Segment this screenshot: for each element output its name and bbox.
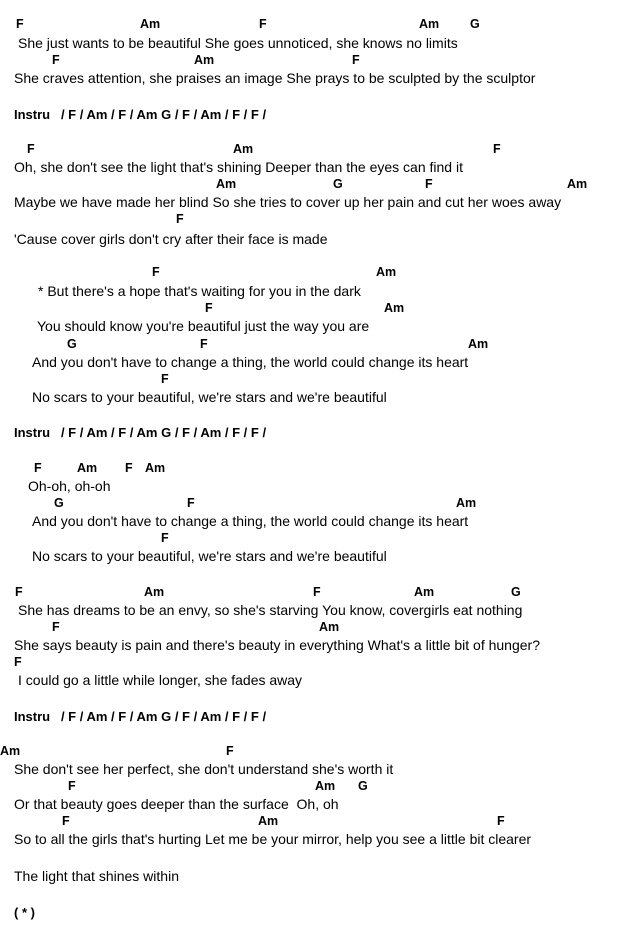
chord-symbol: F [161, 531, 169, 545]
lyric-line: The light that shines within [14, 868, 179, 884]
lyric-line: Maybe we have made her blind So she tries to cover up her pain and cut her woes away [14, 194, 562, 210]
chord-symbol: Am [315, 779, 336, 793]
lyric-line: Or that beauty goes deeper than the surface Oh, oh [14, 796, 339, 812]
chord-symbol: F [497, 814, 505, 828]
chord-symbol: Am [567, 177, 588, 191]
chord-symbol: Am [233, 142, 254, 156]
chord-symbol: Am [384, 301, 405, 315]
chord-symbol: Am [194, 53, 215, 67]
lyric-line: No scars to your beautiful, we're stars and we're beautiful [32, 389, 387, 405]
chord-symbol: G [333, 177, 343, 191]
chord-symbol: G [54, 496, 64, 510]
chord-symbol: F [34, 461, 42, 475]
lyric-line: She says beauty is pain and there's beauty in everything What's a little bit of hunger? [14, 637, 540, 653]
repeat-marker: ( * ) [14, 905, 35, 920]
chord-symbol: Am [216, 177, 237, 191]
chord-symbol: F [52, 620, 60, 634]
lyric-line: No scars to your beautiful, we're stars and we're beautiful [32, 548, 387, 564]
chord-symbol: F [52, 53, 60, 67]
lyric-line: Oh-oh, oh-oh [28, 478, 111, 494]
chord-symbol: G [470, 17, 480, 31]
chord-symbol: F [200, 337, 208, 351]
chord-symbol: F [493, 142, 501, 156]
instrumental-line: Instru / F / Am / F / Am G / F / Am / F / F / [14, 107, 267, 122]
chord-symbol: Am [140, 17, 161, 31]
chord-symbol: Am [258, 814, 279, 828]
lyric-line: And you don't have to change a thing, the world could change its heart [32, 354, 469, 370]
instrumental-line: Instru / F / Am / F / Am G / F / Am / F / F / [14, 425, 267, 440]
chord-symbol: G [511, 585, 521, 599]
chord-symbol: F [187, 496, 195, 510]
chord-symbol: G [358, 779, 368, 793]
instrumental-line: Instru / F / Am / F / Am G / F / Am / F / F / [14, 709, 267, 724]
chord-symbol: Am [319, 620, 340, 634]
chord-symbol: F [16, 17, 24, 31]
chord-symbol: Am [376, 265, 397, 279]
chord-symbol: F [27, 142, 35, 156]
chord-symbol: F [15, 585, 23, 599]
lyric-line: She craves attention, she praises an image She prays to be sculpted by the sculptor [14, 70, 536, 86]
lyric-line: She just wants to be beautiful She goes unnoticed, she knows no limits [18, 35, 458, 51]
chord-symbol: F [259, 17, 267, 31]
chord-symbol: Am [0, 744, 21, 758]
chord-symbol: Am [144, 585, 165, 599]
chord-symbol: Am [145, 461, 166, 475]
chord-symbol: F [14, 655, 22, 669]
chord-symbol: F [425, 177, 433, 191]
chord-symbol: F [352, 53, 360, 67]
lyric-line: 'Cause cover girls don't cry after their face is made [14, 231, 328, 247]
chord-symbol: F [205, 301, 213, 315]
chord-symbol: Am [77, 461, 98, 475]
chord-symbol: F [226, 744, 234, 758]
lyric-line: Oh, she don't see the light that's shining Deeper than the eyes can find it [14, 159, 463, 175]
chord-symbol: Am [468, 337, 489, 351]
lyric-line: I could go a little while longer, she fades away [18, 672, 303, 688]
lyric-line: * But there's a hope that's waiting for you in the dark [38, 283, 361, 299]
lyric-line: You should know you're beautiful just the way you are [37, 318, 370, 334]
chord-symbol: F [176, 212, 184, 226]
lyric-line: And you don't have to change a thing, the world could change its heart [32, 513, 469, 529]
chord-symbol: F [68, 779, 76, 793]
chord-symbol: F [62, 814, 70, 828]
lyric-line: So to all the girls that's hurting Let me be your mirror, help you see a little bit clearer [14, 831, 532, 847]
chord-symbol: F [161, 372, 169, 386]
chord-symbol: F [313, 585, 321, 599]
chord-symbol: Am [419, 17, 440, 31]
chord-symbol: G [67, 337, 77, 351]
chord-symbol: Am [414, 585, 435, 599]
chord-symbol: F [152, 265, 160, 279]
lyric-line: She has dreams to be an envy, so she's starving You know, covergirls eat nothing [18, 602, 523, 618]
chord-symbol: F [125, 461, 133, 475]
lyric-line: She don't see her perfect, she don't understand she's worth it [14, 761, 394, 777]
chord-symbol: Am [456, 496, 477, 510]
